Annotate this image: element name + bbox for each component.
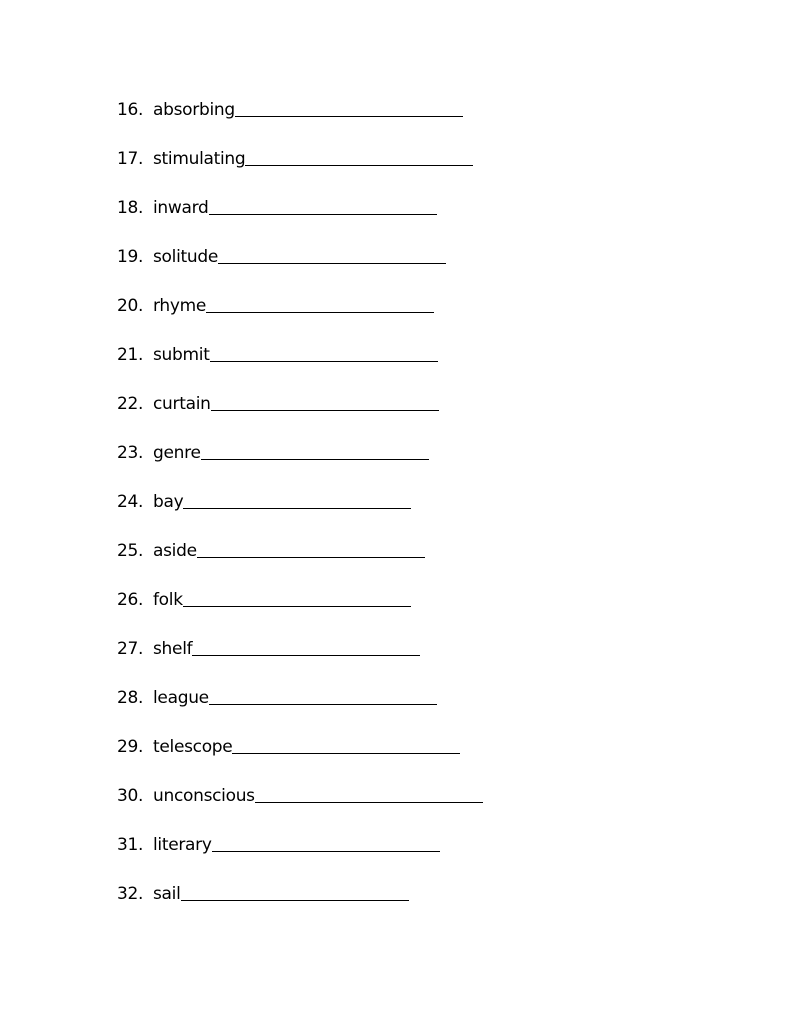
- answer-blank[interactable]: [181, 899, 409, 901]
- answer-blank[interactable]: [235, 115, 463, 117]
- item-number: 26.: [117, 590, 144, 610]
- list-item: [0, 390, 794, 439]
- list-item: [0, 292, 794, 341]
- item-number: 25.: [117, 541, 144, 561]
- vocabulary-word: literary: [153, 835, 212, 855]
- item-entry: [153, 537, 425, 565]
- item-number: 30.: [117, 786, 144, 806]
- item-entry: [153, 390, 439, 418]
- item-number: 31.: [117, 835, 144, 855]
- item-number: 32.: [117, 884, 144, 904]
- item-entry: [153, 782, 483, 810]
- list-item: [0, 243, 794, 292]
- list-item: [0, 96, 794, 145]
- vocabulary-word: stimulating: [153, 149, 246, 169]
- item-entry: [153, 831, 440, 859]
- item-number: 18.: [117, 198, 144, 218]
- answer-blank[interactable]: [197, 556, 425, 558]
- item-number: 27.: [117, 639, 144, 659]
- vocabulary-word: bay: [153, 492, 184, 512]
- list-item: [0, 194, 794, 243]
- answer-blank[interactable]: [206, 311, 434, 313]
- item-number: 16.: [117, 100, 144, 120]
- vocabulary-word: league: [153, 688, 209, 708]
- vocabulary-word: solitude: [153, 247, 218, 267]
- answer-blank[interactable]: [209, 213, 437, 215]
- vocabulary-word: folk: [153, 590, 183, 610]
- answer-blank[interactable]: [183, 605, 411, 607]
- vocabulary-word: submit: [153, 345, 210, 365]
- item-entry: [153, 635, 420, 663]
- list-item: [0, 782, 794, 831]
- item-number: 17.: [117, 149, 144, 169]
- item-entry: [153, 194, 437, 222]
- item-entry: [153, 243, 446, 271]
- list-item: [0, 586, 794, 635]
- item-entry: [153, 733, 460, 761]
- vocabulary-word: genre: [153, 443, 201, 463]
- list-item: [0, 635, 794, 684]
- list-item: [0, 831, 794, 880]
- item-entry: [153, 145, 473, 173]
- item-entry: [153, 880, 409, 908]
- list-item: [0, 733, 794, 782]
- item-entry: [153, 341, 438, 369]
- item-entry: [153, 292, 434, 320]
- answer-blank[interactable]: [192, 654, 420, 656]
- item-number: 23.: [117, 443, 144, 463]
- item-number: 21.: [117, 345, 144, 365]
- vocabulary-word: inward: [153, 198, 209, 218]
- answer-blank[interactable]: [201, 458, 429, 460]
- item-entry: [153, 96, 463, 124]
- answer-blank[interactable]: [232, 752, 460, 754]
- vocabulary-word: curtain: [153, 394, 211, 414]
- answer-blank[interactable]: [212, 850, 440, 852]
- answer-blank[interactable]: [211, 409, 439, 411]
- answer-blank[interactable]: [209, 703, 437, 705]
- list-item: [0, 439, 794, 488]
- item-number: 22.: [117, 394, 144, 414]
- vocabulary-word: rhyme: [153, 296, 207, 316]
- list-item: [0, 880, 794, 929]
- vocabulary-word: unconscious: [153, 786, 255, 806]
- item-number: 28.: [117, 688, 144, 708]
- answer-blank[interactable]: [210, 360, 438, 362]
- list-item: [0, 488, 794, 537]
- vocabulary-word: shelf: [153, 639, 193, 659]
- list-item: [0, 684, 794, 733]
- item-entry: [153, 586, 411, 614]
- answer-blank[interactable]: [218, 262, 446, 264]
- vocabulary-word: aside: [153, 541, 197, 561]
- list-item: [0, 145, 794, 194]
- vocabulary-word: sail: [153, 884, 181, 904]
- item-number: 29.: [117, 737, 144, 757]
- vocabulary-word: telescope: [153, 737, 233, 757]
- item-number: 24.: [117, 492, 144, 512]
- vocabulary-list: [0, 96, 794, 929]
- item-number: 19.: [117, 247, 144, 267]
- answer-blank[interactable]: [255, 801, 483, 803]
- item-entry: [153, 439, 429, 467]
- item-number: 20.: [117, 296, 144, 316]
- item-entry: [153, 684, 437, 712]
- answer-blank[interactable]: [183, 507, 411, 509]
- list-item: [0, 341, 794, 390]
- item-entry: [153, 488, 411, 516]
- vocabulary-word: absorbing: [153, 100, 235, 120]
- list-item: [0, 537, 794, 586]
- answer-blank[interactable]: [245, 164, 473, 166]
